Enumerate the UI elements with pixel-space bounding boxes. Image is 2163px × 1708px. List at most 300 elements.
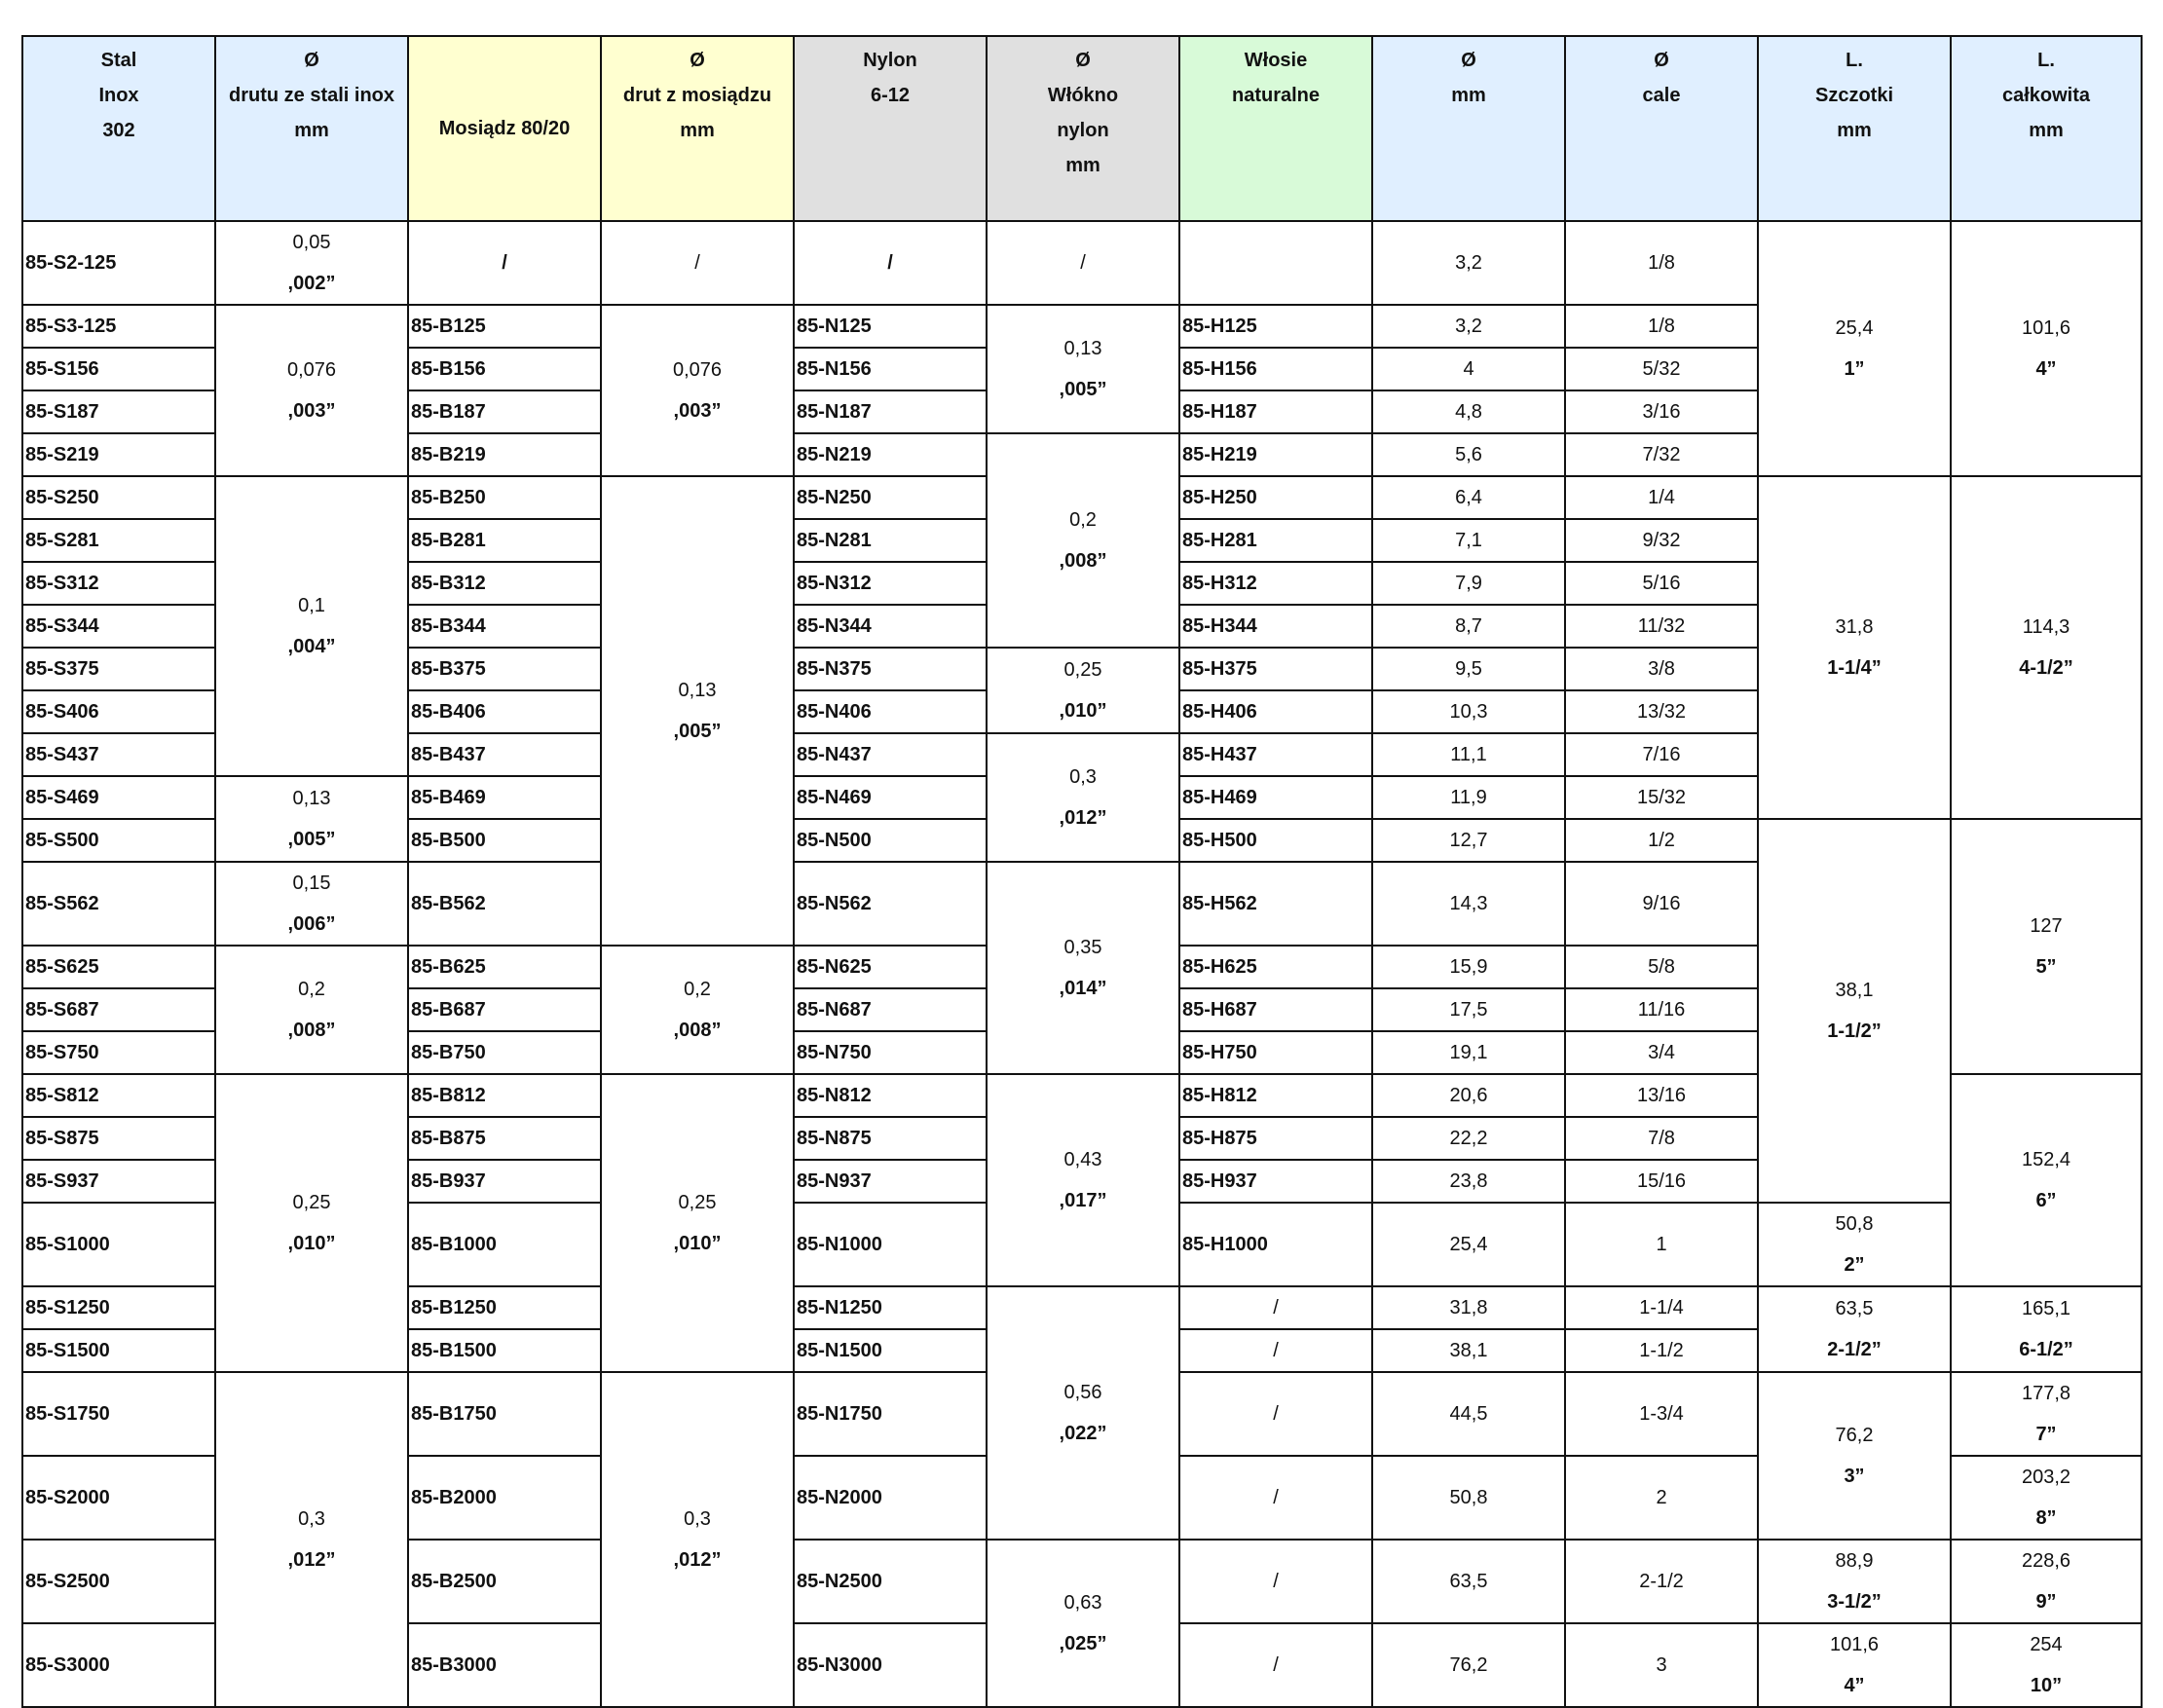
brass-code: 85-B687 <box>408 988 601 1031</box>
brush-len-mm: 25,4 <box>1835 317 1874 339</box>
dia-in: 7/32 <box>1565 433 1758 476</box>
steel-wire-inch: ,008” <box>287 1020 336 1041</box>
brush-len-inch: 3-1/2” <box>1827 1591 1882 1613</box>
steel-wire-mm: 0,05 <box>292 232 331 253</box>
steel-code: 85-S750 <box>22 1031 215 1074</box>
steel-code: 85-S1250 <box>22 1286 215 1329</box>
brass-wire-mm: 0,3 <box>684 1508 711 1530</box>
steel-wire-mm: 0,15 <box>292 873 331 894</box>
steel-code: 85-S187 <box>22 390 215 433</box>
nylon-fiber-mm: 0,13 <box>1063 338 1102 359</box>
nylon-fiber-cell <box>987 1540 1179 1707</box>
brush-len-inch: 2-1/2” <box>1827 1339 1882 1360</box>
brass-code: 85-B187 <box>408 390 601 433</box>
steel-code: 85-S687 <box>22 988 215 1031</box>
dia-in: 2-1/2 <box>1565 1540 1758 1623</box>
brass-code: 85-B2500 <box>408 1540 601 1623</box>
steel-code: 85-S1750 <box>22 1372 215 1456</box>
brush-len-inch: 1” <box>1844 358 1865 380</box>
steel-code: 85-S625 <box>22 946 215 988</box>
steel-wire-mm: 0,1 <box>298 595 325 616</box>
nylon-code: 85-N125 <box>794 305 987 348</box>
brass-wire-inch: ,008” <box>673 1020 722 1041</box>
brass-code: 85-B281 <box>408 519 601 562</box>
dia-mm: 7,1 <box>1372 519 1565 562</box>
brass-code: 85-B219 <box>408 433 601 476</box>
dia-in: 1/4 <box>1565 476 1758 519</box>
nylon-fiber-inch: ,010” <box>1059 700 1107 722</box>
total-len-cell <box>1951 1623 2142 1707</box>
brush-len-inch: 2” <box>1844 1254 1865 1276</box>
nylon-code: 85-N2500 <box>794 1540 987 1623</box>
dia-mm: 4 <box>1372 348 1565 390</box>
header-natural-hair: Włosie naturalne <box>1179 36 1372 221</box>
steel-code: 85-S375 <box>22 648 215 690</box>
brush-len-mm: 63,5 <box>1835 1298 1874 1319</box>
dia-in: 5/16 <box>1565 562 1758 605</box>
steel-wire-inch: ,003” <box>287 400 336 422</box>
steel-code: 85-S3000 <box>22 1623 215 1707</box>
brass-code: 85-B625 <box>408 946 601 988</box>
nylon-code: 85-N375 <box>794 648 987 690</box>
nylon-fiber-inch: ,022” <box>1059 1423 1107 1444</box>
nylon-fiber-cell <box>987 305 1179 433</box>
dia-mm: 11,9 <box>1372 776 1565 819</box>
dia-mm: 6,4 <box>1372 476 1565 519</box>
brass-code: 85-B875 <box>408 1117 601 1160</box>
nylon-fiber-mm: 0,25 <box>1063 659 1102 681</box>
brass-wire-cell <box>601 1372 794 1707</box>
steel-wire-mm: 0,2 <box>298 979 325 1000</box>
brass-code: / <box>408 221 601 305</box>
nylon-code: 85-N500 <box>794 819 987 862</box>
nylon-code: 85-N1750 <box>794 1372 987 1456</box>
brush-len-cell <box>1758 476 1951 819</box>
nylon-fiber-inch: ,008” <box>1059 550 1107 572</box>
steel-code: 85-S469 <box>22 776 215 819</box>
dia-mm: 19,1 <box>1372 1031 1565 1074</box>
brass-wire-inch: ,010” <box>673 1233 722 1254</box>
steel-code: 85-S219 <box>22 433 215 476</box>
hair-code: / <box>1179 1286 1372 1329</box>
hair-code <box>1179 221 1372 305</box>
total-len-mm: 127 <box>2030 915 2063 937</box>
nylon-code: 85-N187 <box>794 390 987 433</box>
total-len-cell <box>1951 221 2142 476</box>
hair-code: 85-H375 <box>1179 648 1372 690</box>
nylon-fiber-inch: ,025” <box>1059 1633 1107 1654</box>
brush-len-cell <box>1758 819 1951 1203</box>
brass-code: 85-B1250 <box>408 1286 601 1329</box>
nylon-fiber-mm: 0,43 <box>1063 1149 1102 1170</box>
steel-code: 85-S312 <box>22 562 215 605</box>
steel-wire-cell <box>215 476 408 776</box>
dia-mm: 14,3 <box>1372 862 1565 946</box>
nylon-fiber-mm: 0,35 <box>1063 937 1102 958</box>
header-diameter-mm: Ø mm <box>1372 36 1565 221</box>
nylon-fiber-inch: ,012” <box>1059 807 1107 829</box>
brass-code: 85-B250 <box>408 476 601 519</box>
nylon-fiber-cell <box>987 733 1179 862</box>
brush-len-cell <box>1758 1286 1951 1372</box>
nylon-fiber-inch: ,014” <box>1059 978 1107 999</box>
dia-mm: 50,8 <box>1372 1456 1565 1540</box>
brush-len-inch: 3” <box>1844 1466 1865 1487</box>
hair-code: 85-H937 <box>1179 1160 1372 1203</box>
header-total-length: L. całkowita mm <box>1951 36 2142 221</box>
nylon-fiber-cell <box>987 862 1179 1074</box>
dia-in: 13/32 <box>1565 690 1758 733</box>
hair-code: / <box>1179 1540 1372 1623</box>
nylon-code: 85-N344 <box>794 605 987 648</box>
header-brush-length: L. Szczotki mm <box>1758 36 1951 221</box>
total-len-cell <box>1951 476 2142 819</box>
brass-code: 85-B344 <box>408 605 601 648</box>
steel-wire-inch: ,010” <box>287 1233 336 1254</box>
nylon-code: 85-N2000 <box>794 1456 987 1540</box>
nylon-code: 85-N750 <box>794 1031 987 1074</box>
steel-code: 85-S875 <box>22 1117 215 1160</box>
dia-in: 11/32 <box>1565 605 1758 648</box>
dia-mm: 11,1 <box>1372 733 1565 776</box>
steel-wire-inch: ,004” <box>287 636 336 657</box>
dia-mm: 9,5 <box>1372 648 1565 690</box>
dia-in: 13/16 <box>1565 1074 1758 1117</box>
dia-mm: 20,6 <box>1372 1074 1565 1117</box>
nylon-fiber-cell <box>987 1074 1179 1286</box>
brass-code: 85-B750 <box>408 1031 601 1074</box>
nylon-code: 85-N625 <box>794 946 987 988</box>
dia-mm: 25,4 <box>1372 1203 1565 1286</box>
nylon-fiber-cell <box>987 1286 1179 1540</box>
brush-len-cell <box>1758 1540 1951 1623</box>
total-len-cell <box>1951 819 2142 1074</box>
brass-wire-mm: 0,25 <box>678 1192 717 1213</box>
header-nylon: Nylon 6-12 <box>794 36 987 221</box>
steel-code: 85-S812 <box>22 1074 215 1117</box>
brush-len-cell <box>1758 1623 1951 1707</box>
total-len-mm: 228,6 <box>2021 1550 2071 1572</box>
steel-wire-cell <box>215 305 408 476</box>
header-diameter-in: Ø cale <box>1565 36 1758 221</box>
brass-wire-mm: 0,2 <box>684 979 711 1000</box>
dia-in: 15/16 <box>1565 1160 1758 1203</box>
brush-len-inch: 1-1/4” <box>1827 657 1882 679</box>
brass-wire-cell <box>601 305 794 476</box>
brass-code: 85-B437 <box>408 733 601 776</box>
nylon-code: 85-N875 <box>794 1117 987 1160</box>
steel-wire-cell <box>215 776 408 862</box>
dia-mm: 38,1 <box>1372 1329 1565 1372</box>
steel-code: 85-S2000 <box>22 1456 215 1540</box>
nylon-code: 85-N250 <box>794 476 987 519</box>
nylon-fiber-mm: 0,56 <box>1063 1382 1102 1403</box>
brush-len-mm: 50,8 <box>1835 1213 1874 1235</box>
dia-mm: 4,8 <box>1372 390 1565 433</box>
steel-code: 85-S1500 <box>22 1329 215 1372</box>
total-len-inch: 4” <box>2035 358 2057 380</box>
nylon-code: 85-N562 <box>794 862 987 946</box>
brush-len-mm: 101,6 <box>1829 1634 1880 1655</box>
steel-code: 85-S937 <box>22 1160 215 1203</box>
steel-code: 85-S2-125 <box>22 221 215 305</box>
dia-in: 5/8 <box>1565 946 1758 988</box>
dia-in: 1/8 <box>1565 305 1758 348</box>
brush-len-mm: 38,1 <box>1835 980 1874 1001</box>
hair-code: 85-H437 <box>1179 733 1372 776</box>
steel-wire-cell <box>215 1074 408 1372</box>
dia-in: 7/8 <box>1565 1117 1758 1160</box>
steel-code: 85-S3-125 <box>22 305 215 348</box>
hair-code: 85-H875 <box>1179 1117 1372 1160</box>
dia-mm: 22,2 <box>1372 1117 1565 1160</box>
brush-spec-table <box>21 35 2143 1708</box>
brass-code: 85-B375 <box>408 648 601 690</box>
brass-wire-mm: 0,076 <box>672 359 723 381</box>
nylon-code: 85-N312 <box>794 562 987 605</box>
dia-in: 3/16 <box>1565 390 1758 433</box>
steel-code: 85-S344 <box>22 605 215 648</box>
nylon-fiber-cell <box>987 433 1179 648</box>
dia-mm: 3,2 <box>1372 221 1565 305</box>
total-len-inch: 6” <box>2035 1190 2057 1211</box>
hair-code: 85-H219 <box>1179 433 1372 476</box>
dia-in: 15/32 <box>1565 776 1758 819</box>
hair-code: 85-H1000 <box>1179 1203 1372 1286</box>
hair-code: 85-H125 <box>1179 305 1372 348</box>
brass-code: 85-B1750 <box>408 1372 601 1456</box>
steel-code: 85-S156 <box>22 348 215 390</box>
nylon-code: 85-N281 <box>794 519 987 562</box>
dia-mm: 63,5 <box>1372 1540 1565 1623</box>
dia-mm: 76,2 <box>1372 1623 1565 1707</box>
brass-wire-mm: / <box>694 252 700 274</box>
total-len-inch: 4-1/2” <box>2019 657 2073 679</box>
dia-in: 1/8 <box>1565 221 1758 305</box>
total-len-mm: 203,2 <box>2021 1467 2071 1488</box>
hair-code: 85-H469 <box>1179 776 1372 819</box>
nylon-code: 85-N1500 <box>794 1329 987 1372</box>
dia-in: 2 <box>1565 1456 1758 1540</box>
hair-code: 85-H250 <box>1179 476 1372 519</box>
nylon-code: 85-N1250 <box>794 1286 987 1329</box>
nylon-fiber-cell <box>987 221 1179 305</box>
total-len-mm: 152,4 <box>2021 1149 2071 1170</box>
brass-code: 85-B312 <box>408 562 601 605</box>
steel-code: 85-S2500 <box>22 1540 215 1623</box>
brass-code: 85-B562 <box>408 862 601 946</box>
hair-code: 85-H156 <box>1179 348 1372 390</box>
steel-code: 85-S281 <box>22 519 215 562</box>
total-len-mm: 254 <box>2030 1634 2063 1655</box>
nylon-fiber-mm: 0,2 <box>1069 509 1097 531</box>
steel-wire-inch: ,005” <box>287 829 336 850</box>
total-len-inch: 9” <box>2035 1591 2057 1613</box>
header-brass: Mosiądz 80/20 <box>408 36 601 221</box>
hair-code: 85-H625 <box>1179 946 1372 988</box>
dia-mm: 3,2 <box>1372 305 1565 348</box>
total-len-mm: 165,1 <box>2021 1298 2071 1319</box>
hair-code: 85-H312 <box>1179 562 1372 605</box>
header-steel: Stal Inox 302 <box>22 36 215 221</box>
dia-in: 3/8 <box>1565 648 1758 690</box>
dia-in: 1-1/4 <box>1565 1286 1758 1329</box>
dia-in: 1-1/2 <box>1565 1329 1758 1372</box>
steel-wire-mm: 0,25 <box>292 1192 331 1213</box>
brass-wire-cell <box>601 946 794 1074</box>
dia-mm: 12,7 <box>1372 819 1565 862</box>
hair-code: 85-H500 <box>1179 819 1372 862</box>
hair-code: 85-H406 <box>1179 690 1372 733</box>
header-steel-wire: Ø drutu ze stali inox mm <box>215 36 408 221</box>
brass-wire-cell <box>601 1074 794 1372</box>
header-brass-wire: Ø drut z mosiądzu mm <box>601 36 794 221</box>
dia-in: 11/16 <box>1565 988 1758 1031</box>
brush-len-inch: 1-1/2” <box>1827 1021 1882 1042</box>
brass-wire-mm: 0,13 <box>678 680 717 701</box>
nylon-code: 85-N437 <box>794 733 987 776</box>
dia-in: 9/16 <box>1565 862 1758 946</box>
hair-code: 85-H812 <box>1179 1074 1372 1117</box>
brass-wire-cell <box>601 476 794 946</box>
total-len-inch: 8” <box>2035 1507 2057 1529</box>
dia-mm: 5,6 <box>1372 433 1565 476</box>
total-len-cell <box>1951 1456 2142 1540</box>
hair-code: / <box>1179 1372 1372 1456</box>
brush-len-cell <box>1758 1372 1951 1540</box>
hair-code: 85-H344 <box>1179 605 1372 648</box>
total-len-inch: 7” <box>2035 1424 2057 1445</box>
total-len-mm: 177,8 <box>2021 1383 2071 1404</box>
dia-in: 9/32 <box>1565 519 1758 562</box>
total-len-cell <box>1951 1540 2142 1623</box>
nylon-code: 85-N1000 <box>794 1203 987 1286</box>
nylon-code: 85-N156 <box>794 348 987 390</box>
steel-wire-inch: ,006” <box>287 913 336 935</box>
nylon-code: 85-N469 <box>794 776 987 819</box>
brass-code: 85-B125 <box>408 305 601 348</box>
brush-len-inch: 4” <box>1844 1675 1865 1696</box>
brass-wire-inch: ,005” <box>673 721 722 742</box>
dia-in: 1-3/4 <box>1565 1372 1758 1456</box>
brush-len-mm: 31,8 <box>1835 616 1874 638</box>
steel-wire-mm: 0,076 <box>286 359 337 381</box>
hair-code: 85-H750 <box>1179 1031 1372 1074</box>
nylon-code: 85-N937 <box>794 1160 987 1203</box>
hair-code: 85-H281 <box>1179 519 1372 562</box>
table-row <box>22 221 2142 305</box>
nylon-code: / <box>794 221 987 305</box>
total-len-cell <box>1951 1286 2142 1372</box>
steel-wire-cell <box>215 1372 408 1707</box>
steel-code: 85-S437 <box>22 733 215 776</box>
nylon-fiber-inch: ,005” <box>1059 379 1107 400</box>
steel-code: 85-S562 <box>22 862 215 946</box>
nylon-code: 85-N812 <box>794 1074 987 1117</box>
steel-wire-inch: ,012” <box>287 1549 336 1571</box>
steel-wire-cell <box>215 221 408 305</box>
steel-code: 85-S250 <box>22 476 215 519</box>
dia-mm: 10,3 <box>1372 690 1565 733</box>
brass-code: 85-B812 <box>408 1074 601 1117</box>
steel-wire-mm: 0,3 <box>298 1508 325 1530</box>
header-nylon-fiber: Ø Włókno nylon mm <box>987 36 1179 221</box>
total-len-inch: 10” <box>2030 1675 2063 1696</box>
steel-wire-cell <box>215 862 408 946</box>
nylon-code: 85-N687 <box>794 988 987 1031</box>
hair-code: / <box>1179 1456 1372 1540</box>
total-len-inch: 5” <box>2035 956 2057 978</box>
steel-code: 85-S406 <box>22 690 215 733</box>
brass-wire-cell <box>601 221 794 305</box>
dia-mm: 17,5 <box>1372 988 1565 1031</box>
brass-code: 85-B3000 <box>408 1623 601 1707</box>
dia-in: 3 <box>1565 1623 1758 1707</box>
nylon-code: 85-N406 <box>794 690 987 733</box>
total-len-mm: 101,6 <box>2021 317 2071 339</box>
brass-wire-inch: ,012” <box>673 1549 722 1571</box>
dia-mm: 15,9 <box>1372 946 1565 988</box>
steel-code: 85-S1000 <box>22 1203 215 1286</box>
dia-in: 5/32 <box>1565 348 1758 390</box>
brass-code: 85-B937 <box>408 1160 601 1203</box>
dia-mm: 44,5 <box>1372 1372 1565 1456</box>
dia-in: 1 <box>1565 1203 1758 1286</box>
nylon-fiber-mm: 0,63 <box>1063 1592 1102 1614</box>
brass-code: 85-B1000 <box>408 1203 601 1286</box>
dia-in: 1/2 <box>1565 819 1758 862</box>
brass-code: 85-B1500 <box>408 1329 601 1372</box>
brush-len-mm: 76,2 <box>1835 1425 1874 1446</box>
nylon-fiber-mm: 0,3 <box>1069 766 1097 788</box>
hair-code: 85-H687 <box>1179 988 1372 1031</box>
hair-code: 85-H187 <box>1179 390 1372 433</box>
brush-len-cell <box>1758 1203 1951 1286</box>
dia-in: 3/4 <box>1565 1031 1758 1074</box>
total-len-inch: 6-1/2” <box>2019 1339 2073 1360</box>
dia-mm: 31,8 <box>1372 1286 1565 1329</box>
nylon-fiber-cell <box>987 648 1179 733</box>
hair-code: / <box>1179 1623 1372 1707</box>
dia-mm: 23,8 <box>1372 1160 1565 1203</box>
total-len-cell <box>1951 1074 2142 1286</box>
steel-wire-mm: 0,13 <box>292 788 331 809</box>
brass-code: 85-B156 <box>408 348 601 390</box>
brass-code: 85-B469 <box>408 776 601 819</box>
total-len-mm: 114,3 <box>2022 616 2070 638</box>
hair-code: / <box>1179 1329 1372 1372</box>
nylon-code: 85-N219 <box>794 433 987 476</box>
brass-wire-inch: ,003” <box>673 400 722 422</box>
header-row <box>22 36 2142 221</box>
nylon-code: 85-N3000 <box>794 1623 987 1707</box>
brass-code: 85-B2000 <box>408 1456 601 1540</box>
brass-code: 85-B406 <box>408 690 601 733</box>
steel-code: 85-S500 <box>22 819 215 862</box>
total-len-cell <box>1951 1372 2142 1456</box>
brass-code: 85-B500 <box>408 819 601 862</box>
steel-wire-cell <box>215 946 408 1074</box>
nylon-fiber-inch: ,017” <box>1059 1190 1107 1211</box>
nylon-fiber-mm: / <box>1080 252 1086 274</box>
brush-len-mm: 88,9 <box>1835 1550 1874 1572</box>
hair-code: 85-H562 <box>1179 862 1372 946</box>
dia-in: 7/16 <box>1565 733 1758 776</box>
dia-mm: 8,7 <box>1372 605 1565 648</box>
brush-len-cell <box>1758 221 1951 476</box>
dia-mm: 7,9 <box>1372 562 1565 605</box>
steel-wire-inch: ,002” <box>287 273 336 294</box>
